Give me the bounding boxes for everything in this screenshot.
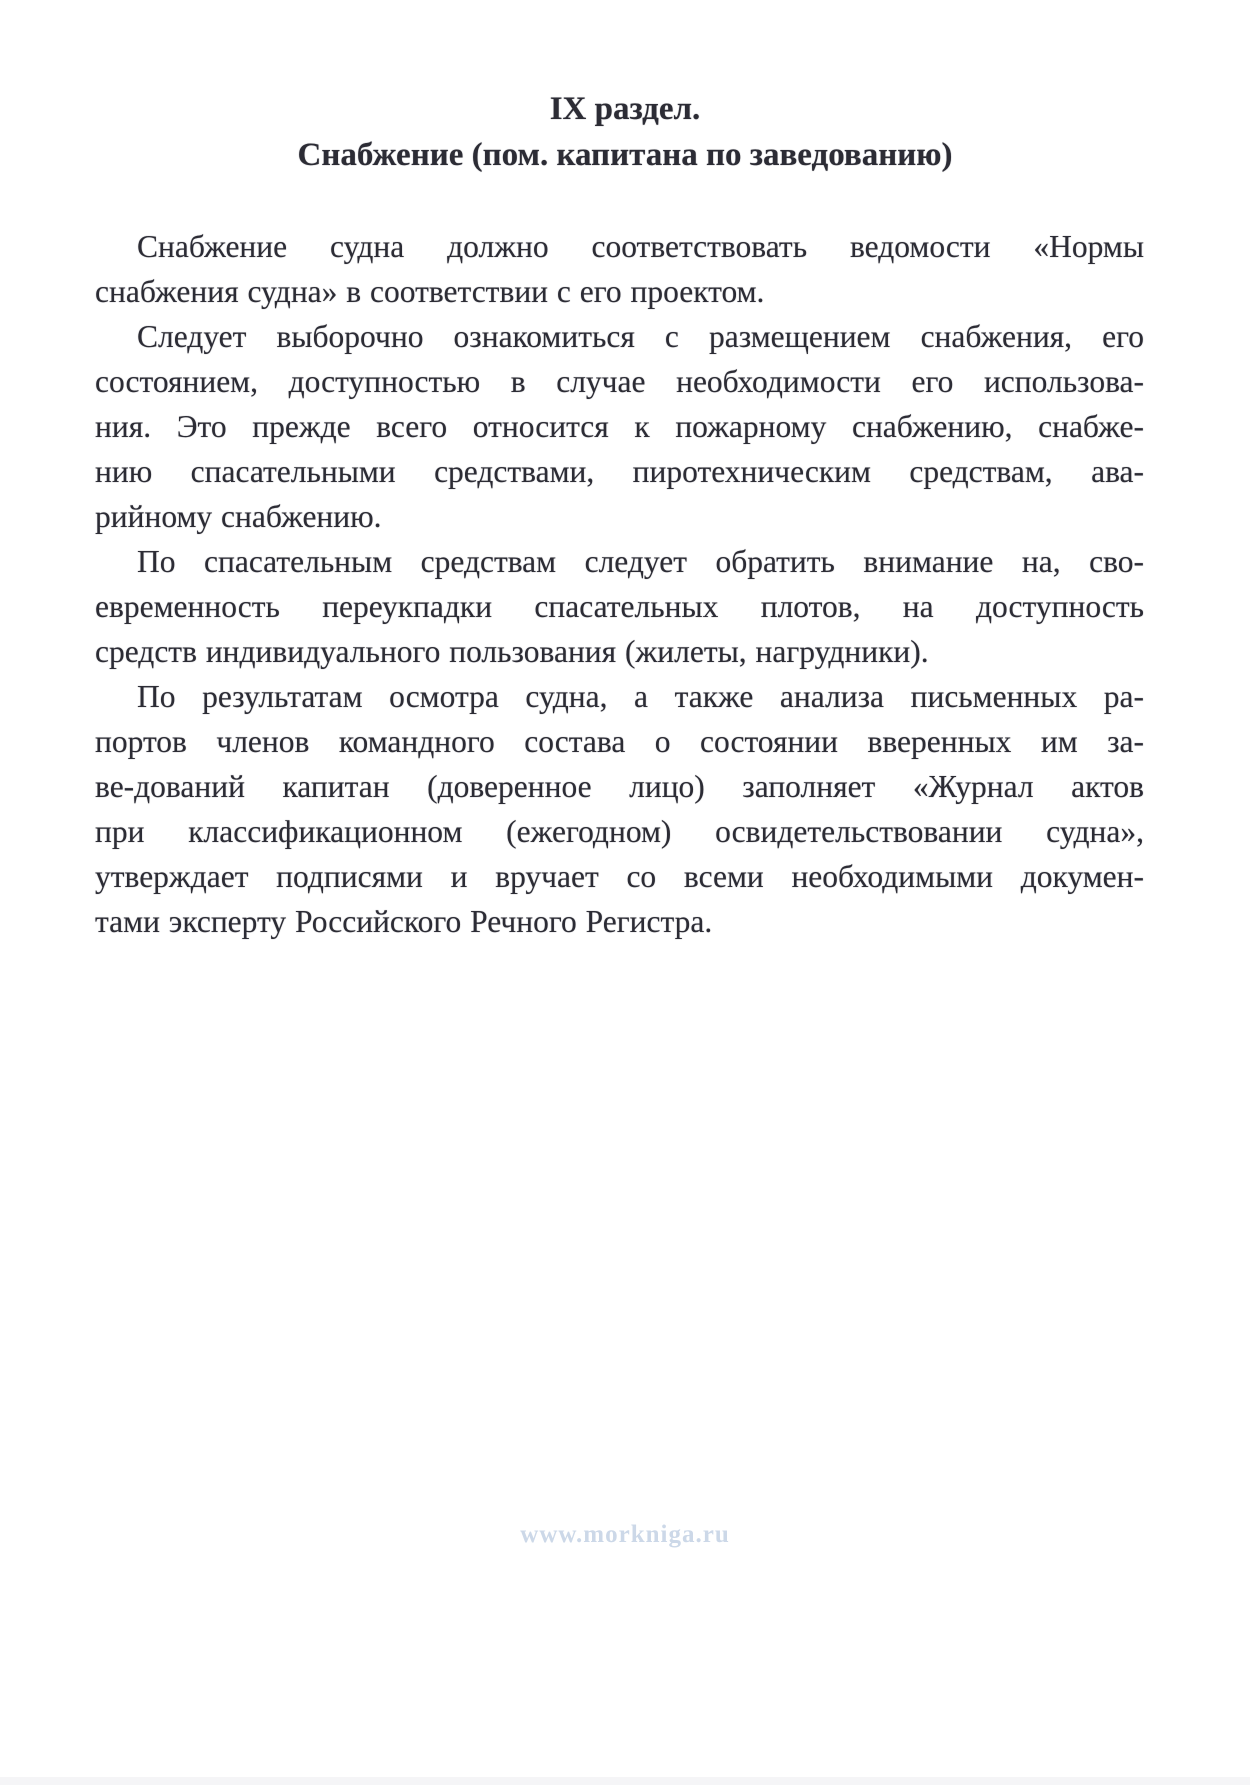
text-line: Снабжение судна должно соответствовать ведомости «Нормы bbox=[137, 229, 1144, 264]
text-line: нию спасательными средствами, пиротехническим средствам, ава- bbox=[95, 454, 1144, 489]
section-heading bbox=[0, 0, 1250, 178]
paragraph bbox=[95, 224, 1144, 314]
paragraph bbox=[95, 674, 1144, 944]
text-line: тами эксперту Российского Речного Регистра. bbox=[95, 904, 713, 939]
paragraph bbox=[95, 314, 1144, 539]
text-line: средств индивидуального пользования (жилеты, нагрудники). bbox=[95, 634, 929, 669]
text-line: состоянием, доступностью в случае необходимости его использова- bbox=[95, 364, 1144, 399]
section-heading-line2: Снабжение (пом. капитана по заведованию) bbox=[297, 137, 953, 173]
text-line: ве-дований капитан (доверенное лицо) заполняет «Журнал актов bbox=[95, 769, 1144, 804]
paragraph bbox=[95, 539, 1144, 674]
text-line: рийному снабжению. bbox=[95, 499, 382, 534]
text-line: По результатам осмотра судна, а также анализа письменных ра- bbox=[137, 679, 1144, 714]
body-text bbox=[95, 224, 1144, 944]
text-line: снабжения судна» в соответствии с его проектом. bbox=[95, 274, 765, 309]
text-line: По спасательным средствам следует обратить внимание на, сво- bbox=[137, 544, 1144, 579]
page-bottom-edge bbox=[0, 1777, 1250, 1785]
watermark-text: www.morkniga.ru bbox=[520, 1521, 730, 1548]
text-line: евременность переукпадки спасательных плотов, на доступность bbox=[95, 589, 1144, 624]
text-line: утверждает подписями и вручает со всеми необходимыми докумен- bbox=[95, 859, 1144, 894]
text-line: Следует выборочно ознакомиться с размещением снабжения, его bbox=[137, 319, 1144, 354]
text-line: портов членов командного состава о состоянии вверенных им за- bbox=[95, 724, 1144, 759]
text-line: при классификационном (ежегодном) освидетельствовании судна», bbox=[95, 814, 1144, 849]
section-heading-line1: IX раздел. bbox=[549, 91, 701, 127]
text-line: ния. Это прежде всего относится к пожарному снабжению, снабже- bbox=[95, 409, 1144, 444]
